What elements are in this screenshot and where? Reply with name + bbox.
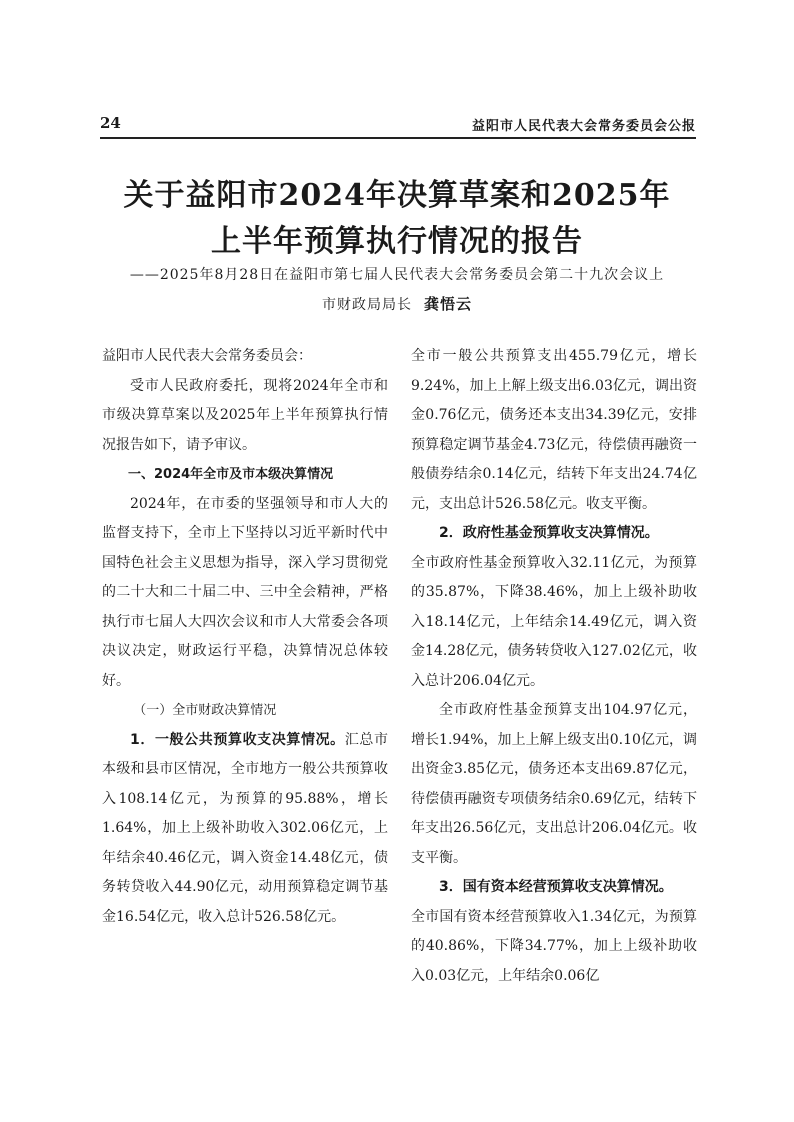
item2-heading (411, 519, 697, 549)
report-title-line1: 关于益阳市2024年决算草案和2025年 (123, 178, 671, 213)
page-header (100, 114, 696, 136)
right-column (411, 342, 697, 991)
left-column (102, 342, 388, 932)
journal-title: 益阳市人民代表大会常务委员会公报 (471, 119, 696, 134)
item2-paragraph2: 全市政府性基金预算支出104.97亿元，增长1.94%，加上上解上级支出0.10亿元，调出资金3.85亿元，债务还本支出69.87亿元，待偿债再融资专项债务结余0.69亿元，结转下年支出26.56亿元，支出总计206.04亿元。收支平衡。 (411, 702, 697, 866)
page-number: 24 (100, 114, 121, 132)
section1-paragraph: 2024年，在市委的坚强领导和市人大的监督支持下，全市上下坚持以习近平新时代中国特色社会主义思想为指导，深入学习贯彻党的二十大和二十届二中、三中全会精神，严格执行市七届人大四次会议和市人大常委会各项决议决定，财政运行平稳，决算情况总体较好。 (102, 495, 388, 689)
subsection1-heading: （一）全市财政决算情况 (133, 703, 277, 718)
speaker-line (0, 293, 794, 314)
header-rule (100, 137, 696, 139)
speaker-name: 龚悟云 (423, 295, 472, 313)
item3-paragraph: 全市国有资本经营预算收入1.34亿元，为预算的40.86%，下降34.77%，加上上级补助收入0.03亿元，上年结余0.06亿 (411, 908, 697, 984)
item1-paragraph1 (102, 726, 388, 933)
speaker-role: 市财政局局长 (321, 297, 412, 313)
section1-heading: 一、2024年全市及市本级决算情况 (128, 467, 334, 482)
salutation: 益阳市人民代表大会常务委员会： (102, 348, 312, 364)
item1-paragraph2: 全市一般公共预算支出455.79亿元，增长9.24%，加上上解上级支出6.03亿元，调出资金0.76亿元，债务还本支出34.39亿元，安排预算稳定调节基金4.73亿元，待偿债再融资一般债券结余0.14亿元，结转下年支出24.74亿元，支出总计526.58亿元。收支平衡。 (411, 348, 697, 512)
intro-paragraph: 受市人民政府委托，现将2024年全市和市级决算草案以及2025年上半年预算执行情况报告如下，请予审议。 (102, 377, 388, 453)
item3-heading-text: 3．国有资本经营预算收支决算情况。 (439, 879, 673, 895)
report-subtitle: ——2025年8月28日在益阳市第七届人民代表大会常务委员会第二十九次会议上 (129, 267, 665, 283)
report-title-line2: 上半年预算执行情况的报告 (211, 224, 583, 259)
item3-heading (411, 873, 697, 903)
item1-heading: 1．一般公共预算收支决算情况。 (130, 731, 345, 748)
item1-text: 汇总市本级和县市区情况，全市地方一般公共预算收入108.14亿元，为预算的95.88%，增长1.64%，加上上级补助收入302.06亿元，上年结余40.46亿元，调入资金14.48亿元，债务转贷收入44.90亿元，动用预算稳定调节基金16.54亿元，收入总计526.58亿元。 (102, 731, 389, 925)
item2-heading-text: 2．政府性基金预算收支决算情况。 (439, 525, 659, 541)
item2-paragraph1: 全市政府性基金预算收入32.11亿元，为预算的35.87%，下降38.46%，加上上级补助收入18.14亿元，上年结余14.49亿元，调入资金14.28亿元，债务转贷收入127.02亿元，收入总计206.04亿元。 (411, 554, 697, 689)
